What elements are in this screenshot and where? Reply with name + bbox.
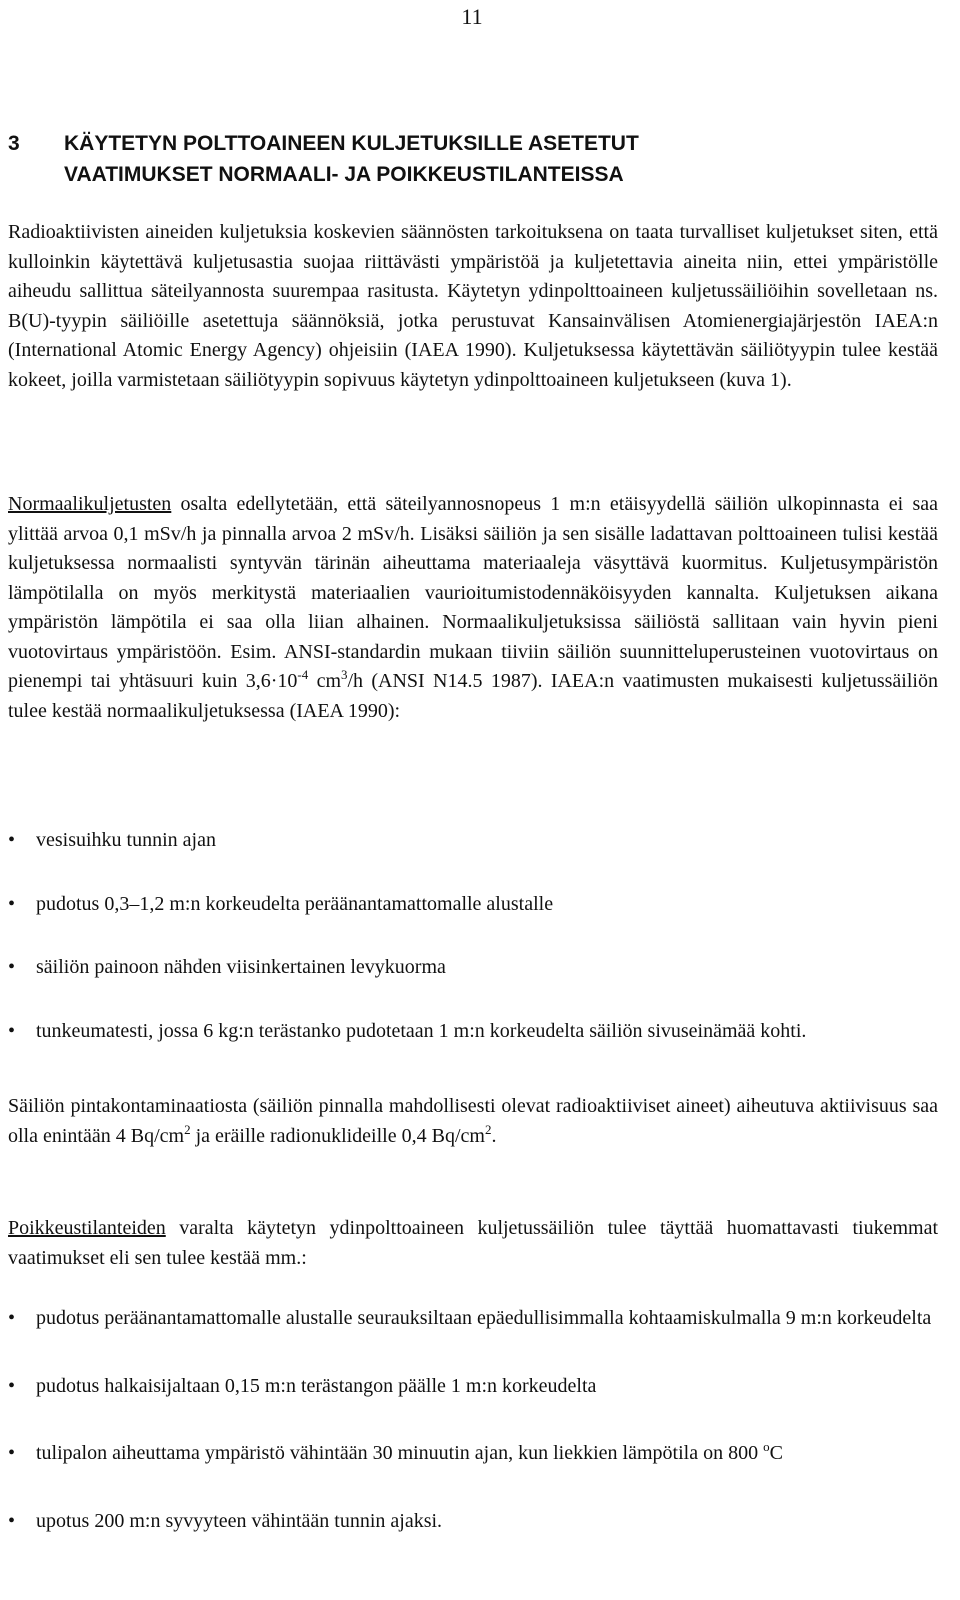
paragraph-exceptional: Poikkeustilanteiden varalta käytetyn ydinpolttoaineen kuljetussäiliön tulee täyttää huomattavasti tiukemmat vaatimukset eli sen tulee kestää mm.: <box>8 1217 938 1269</box>
underlined-term-exceptional: Poikkeustilanteiden <box>8 1217 166 1239</box>
superscript: 3 <box>341 667 348 682</box>
list-item: • pudotus halkaisijaltaan 0,15 m:n terästangon päälle 1 m:n korkeudelta <box>8 1372 938 1402</box>
superscript: o <box>763 1439 770 1454</box>
bullet: • <box>8 829 16 851</box>
superscript: 2 <box>184 1121 191 1137</box>
bullet: • <box>8 892 16 915</box>
exceptional-requirements-list <box>8 1304 938 1574</box>
section-heading <box>8 128 908 190</box>
underlined-term-normal: Normaalikuljetusten <box>8 493 172 515</box>
list-item: • pudotus 0,3–1,2 m:n korkeudelta peräänantamattomalle alustalle <box>8 890 938 920</box>
section-number: 3 <box>8 132 20 155</box>
bullet: • <box>8 1374 16 1397</box>
bullet: • <box>8 956 16 978</box>
section-title-line-1: KÄYTETYN POLTTOAINEEN KULJETUKSILLE ASETETUT <box>64 132 639 155</box>
superscript: -4 <box>297 667 309 682</box>
normal-requirements-list <box>8 826 938 1080</box>
paragraph-intro: Radioaktiivisten aineiden kuljetuksia koskevien säännösten tarkoituksena on taata turvalliset kuljetukset siten, että kulloinkin käytettävä kuljetusastia suojaa riittävästi ympäristöä ja kuljetettavia aineita niin, ettei ympäristölle aiheudu sallittua säteilyannosta suurempaa rasitusta. Käytetyn ydinpolttoaineen kuljetussäiliöihin sovelletaan ns. B(U)-tyypin säiliöille asetettuja säännöksiä, jotka perustuvat Kansainvälisen Atomienergiajärjestön IAEA:n (International Atomic Energy Agency) ohjeisiin (IAEA 1990). Kuljetuksessa käytettävän säiliötyypin tulee kestää kokeet, joilla varmistetaan säiliötyypin sopivuus käytetyn ydinpolttoaineen kuljetukseen (kuva 1). <box>8 221 938 391</box>
list-item: • tunkeumatesti, jossa 6 kg:n terästanko pudotetaan 1 m:n korkeudelta säiliön sivuseinämää kohti. <box>8 1017 938 1047</box>
list-item: • vesisuihku tunnin ajan <box>8 826 938 856</box>
paragraph-normal-transport: Normaalikuljetusten osalta edellytetään, että säteilyannosnopeus 1 m:n etäisyydellä säiliön ulkopinnasta ei saa ylittää arvoa 0,1 mSv/h ja pinnalla arvoa 2 mSv/h. Lisäksi säiliön ja sen sisälle ladattavan polttoaineen tulisi kestää kuljetuksessa normaalisti syntyvän tärinän aiheuttama materiaaleja väsyttävä kuormitus. Kuljetusympäristön lämpötilalla on myös merkitystä materiaalien vaurioitumistodennäköisyyden kannalta. Kuljetuksen aikana ympäristön lämpötila ei saa olla liian alhainen. Normaalikuljetuksissa säiliöstä sallitaan vain hyvin pieni vuotovirtaus ympäristöön. Esim. ANSI-standardin mukaan tiiviin säiliön suunnitteluperusteinen vuotovirtaus on pienempi tai yhtäsuuri kuin $3,6\cdot 10^{-4}$ $cm^3/h$ (ANSI N14.5 1987). IAEA:n vaatimusten mukaisesti kuljetussäiliön tulee kestää normaalikuljetuksessa (IAEA 1990): <box>8 493 938 722</box>
bullet: • <box>8 1442 16 1464</box>
bullet: • <box>8 1509 16 1532</box>
section-title-line-2: VAATIMUKSET NORMAALI- JA POIKKEUSTILANTEISSA <box>64 163 624 186</box>
bullet: • <box>8 1019 16 1042</box>
list-item: • tulipalon aiheuttama ympäristö vähintään 30 minuutin ajan, kun liekkien lämpötila on 800 $^o$C <box>8 1439 938 1469</box>
list-item: • upotus 200 m:n syvyyteen vähintään tunnin ajaksi. <box>8 1507 938 1537</box>
superscript: 2 <box>484 1121 492 1137</box>
page-number: 11 <box>461 4 483 29</box>
paragraph-contamination: Säiliön pintakontaminaatiosta (säiliön pinnalla mahdollisesti olevat radioaktiiviset aineet) aiheutuva aktiivisuus saa olla enintään 4 $Bq/cm^2$ ja eräille radionuklideille 0,4 $Bq/cm^2$. <box>8 1095 938 1147</box>
list-item: • säiliön painoon nähden viisinkertainen levykuorma <box>8 953 938 983</box>
bullet: • <box>8 1307 16 1329</box>
list-item: • pudotus peräänantamattomalle alustalle seurauksiltaan epäedullisimmalla kohtaamiskulmalla 9 m:n korkeudelta <box>8 1304 938 1334</box>
